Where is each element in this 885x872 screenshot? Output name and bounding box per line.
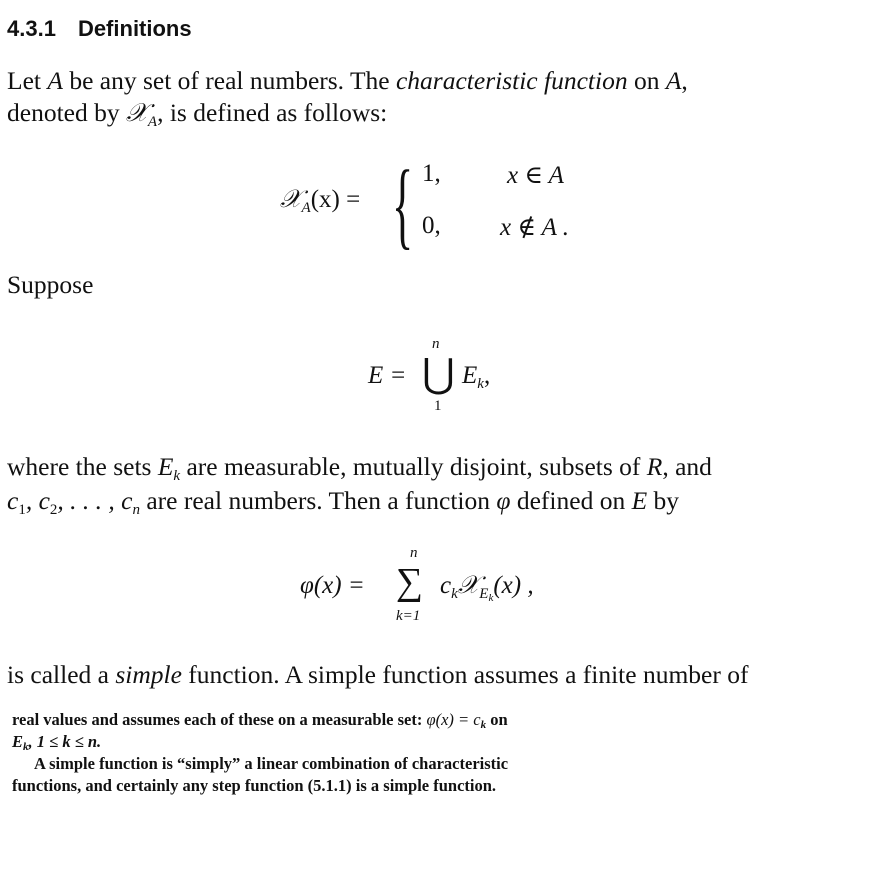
math-script-x: 𝒳 [457, 572, 480, 599]
def-lhs [280, 186, 360, 217]
text: , [681, 66, 688, 95]
text: real values and assumes each of these on a measurable set: [12, 710, 427, 729]
para3-line [7, 660, 748, 690]
sum-lhs [300, 572, 365, 600]
math-script-x: 𝒳 [280, 186, 302, 213]
union-lhs [368, 362, 406, 390]
intro-line-1 [7, 66, 688, 96]
union-upper-limit: n [432, 336, 440, 352]
text: are real numbers. Then a function [139, 486, 497, 515]
para2-line-2 [7, 486, 679, 519]
subscript: k [173, 468, 181, 484]
subscript: k [23, 741, 29, 753]
subscript: 2 [49, 502, 58, 518]
subscript: k [477, 376, 484, 392]
case-1-value: 1, [422, 160, 441, 187]
text: on [627, 66, 666, 95]
small-line-1 [12, 710, 508, 731]
text: , [483, 362, 491, 389]
text: are measurable, mutually disjoint, subsets of [180, 452, 647, 481]
math-var: c [440, 572, 452, 599]
suppose-text: Suppose [7, 270, 94, 299]
sum-term [440, 572, 534, 604]
text: , and [662, 452, 712, 481]
text: E = [368, 362, 407, 389]
left-brace: { [392, 151, 414, 259]
text: where the sets [7, 452, 158, 481]
math-var: , . . . , c [57, 486, 133, 515]
subscript: E [479, 586, 489, 602]
union-symbol: ⋃ [422, 351, 455, 396]
math-var: c [7, 486, 19, 515]
sub-subscript: k [488, 592, 494, 604]
subscript: k [480, 719, 487, 731]
subscript: A [147, 114, 158, 130]
sum-lower-limit: k=1 [396, 608, 421, 624]
union-term [462, 362, 490, 393]
section-heading [7, 16, 192, 42]
text: φ(x) = [300, 572, 365, 599]
math-var: , c [25, 486, 50, 515]
text: function. A simple function assumes a finite number of [181, 660, 749, 689]
section-number: 4.3.1 [7, 16, 56, 41]
subscript: 1 [18, 502, 26, 518]
text: , is defined as follows: [157, 98, 388, 127]
sum-symbol: ∑ [396, 561, 424, 603]
text: Let [7, 66, 48, 95]
text: on [486, 710, 508, 729]
small-line-3: A simple function is “simply” a linear combination of characteristic [34, 754, 509, 773]
math-expr: , 1 ≤ k ≤ n. [28, 732, 102, 751]
case-2-condition: x ∉ A . [500, 214, 569, 241]
math-var: E [12, 732, 24, 751]
math-expr: φ(x) = c [426, 710, 481, 729]
math-var: E [462, 362, 478, 389]
math-var: R [646, 452, 663, 481]
text: be any set of real numbers. The [62, 66, 396, 95]
math-script-x: 𝒳 [125, 98, 148, 127]
sum-upper-limit: n [410, 545, 418, 561]
emphasis: characteristic function [395, 66, 628, 95]
text: defined on [510, 486, 632, 515]
case-1-condition: x ∈ A [507, 162, 564, 189]
math-var: E [157, 452, 174, 481]
math-var: E [631, 486, 648, 515]
text: (x) , [493, 572, 534, 599]
text: (x) = [310, 186, 361, 213]
math-var: φ [496, 486, 511, 515]
math-var: A [665, 66, 682, 95]
subscript: A [301, 200, 311, 216]
text: denoted by [7, 98, 126, 127]
math-var: A [47, 66, 63, 95]
case-2-value: 0, [422, 212, 441, 239]
text: by [647, 486, 680, 515]
section-title: Definitions [77, 16, 192, 41]
small-line-4: functions, and certainly any step function (5.1.1) is a simple function. [12, 776, 497, 795]
subscript: k [451, 586, 458, 602]
emphasis: simple [115, 660, 182, 689]
union-lower-limit: 1 [434, 398, 442, 414]
para2-line-1 [7, 452, 712, 485]
intro-line-2 [7, 98, 387, 131]
subscript: n [132, 502, 140, 518]
text: is called a [7, 660, 116, 689]
small-line-2 [12, 732, 101, 753]
